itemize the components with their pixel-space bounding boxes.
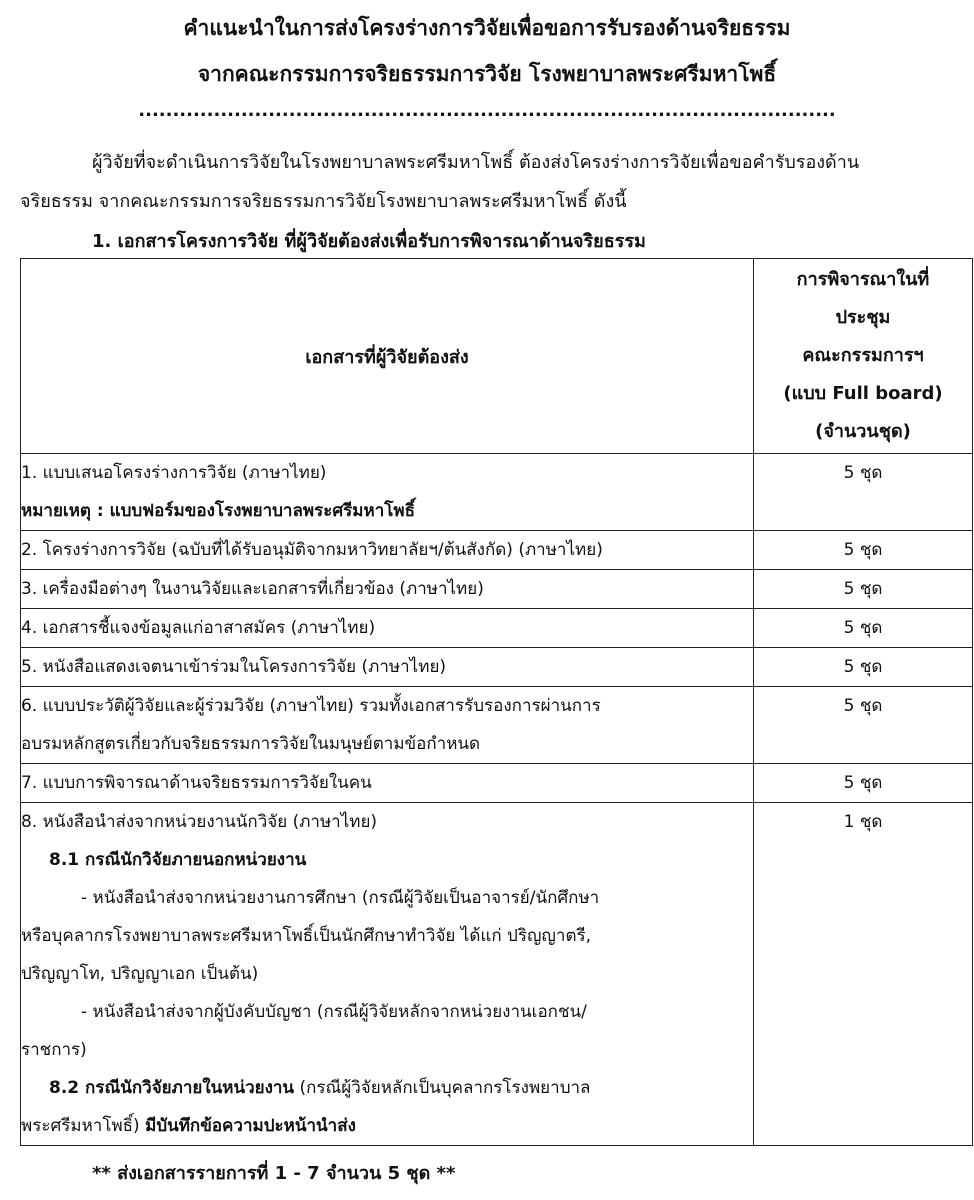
document-item-text: 5. หนังสือแสดงเจตนาเข้าร่วมในโครงการวิจัย (ภาษาไทย) <box>21 657 447 677</box>
subsection-emphasis: มีบันทึกข้อความปะหน้านำส่ง <box>145 1116 356 1136</box>
header-quantity-line: (แบบ Full board) <box>783 383 943 404</box>
subsection-line <box>21 1069 753 1107</box>
subsection-text: พระศรีมหาโพธิ์) <box>21 1116 146 1136</box>
table-row <box>21 648 973 687</box>
quantity-cell: 5 ชุด <box>754 648 973 687</box>
quantity-cell: 1 ชุด <box>754 803 973 1146</box>
quantity-cell: 5 ชุด <box>754 609 973 648</box>
table-row <box>21 531 973 570</box>
document-item-text: ปริญญาโท, ปริญญาเอก เป็นต้น) <box>21 964 259 984</box>
document-item-text: 3. เครื่องมือต่างๆ ในงานวิจัยและเอกสารที่เกี่ยวข้อง (ภาษาไทย) <box>21 579 484 599</box>
title-dotted-divider: ...................................................................................................... <box>138 100 836 121</box>
header-quantity-column <box>754 259 973 454</box>
document-cell <box>21 454 754 531</box>
section-1-heading: 1. เอกสารโครงการวิจัย ที่ผู้วิจัยต้องส่งเพื่อรับการพิจารณาด้านจริยธรรม <box>92 231 646 252</box>
subsection-line <box>21 1107 753 1145</box>
quantity-cell: 5 ชุด <box>754 687 973 764</box>
header-quantity-line: (จำนวนชุด) <box>815 421 911 442</box>
subsection-heading: 8.1 กรณีนักวิจัยภายนอกหน่วยงาน <box>49 850 307 870</box>
header-quantity-line: คณะกรรมการฯ <box>802 345 924 366</box>
table-header-row <box>21 259 973 454</box>
document-title-line-2: จากคณะกรรมการจริยธรรมการวิจัย โรงพยาบาลพระศรีมหาโพธิ์ <box>197 62 777 86</box>
document-item-text: หรือบุคลากรโรงพยาบาลพระศรีมหาโพธิ์เป็นนักศึกษาทำวิจัย ได้แก่ ปริญญาตรี, <box>21 926 592 946</box>
table-row <box>21 570 973 609</box>
document-item-text: 4. เอกสารชี้แจงข้อมูลแก่อาสาสมัคร (ภาษาไทย) <box>21 618 376 638</box>
quantity-cell: 5 ชุด <box>754 531 973 570</box>
document-item-text: ราชการ) <box>21 1040 87 1060</box>
table-row <box>21 764 973 803</box>
table-row <box>21 687 973 764</box>
document-cell <box>21 687 754 764</box>
quantity-cell: 5 ชุด <box>754 764 973 803</box>
subsection-text: (กรณีผู้วิจัยหลักเป็นบุคลากรโรงพยาบาล <box>294 1078 591 1098</box>
header-documents-column <box>21 259 754 454</box>
document-item-text: 8. หนังสือนำส่งจากหน่วยงานนักวิจัย (ภาษาไทย) <box>21 812 378 832</box>
document-cell <box>21 803 754 1146</box>
documents-table <box>20 258 973 1146</box>
document-item-text: - หนังสือนำส่งจากผู้บังคับบัญชา (กรณีผู้วิจัยหลักจากหน่วยงานเอกชน/ <box>81 1002 587 1022</box>
header-quantity-line: การพิจารณาในที่ <box>796 269 930 290</box>
document-item-text: อบรมหลักสูตรเกี่ยวกับจริยธรรมการวิจัยในมนุษย์ตามข้อกำหนด <box>21 734 481 754</box>
header-quantity-line: ประชุม <box>835 307 891 328</box>
header-documents-label: เอกสารที่ผู้วิจัยต้องส่ง <box>305 346 469 368</box>
subsection-heading: 8.2 กรณีนักวิจัยภายในหน่วยงาน <box>49 1078 295 1098</box>
document-item-text: 7. แบบการพิจารณาด้านจริยธรรมการวิจัยในคน <box>21 773 372 793</box>
table-row <box>21 454 973 531</box>
quantity-cell: 5 ชุด <box>754 570 973 609</box>
intro-paragraph-line-1: ผู้วิจัยที่จะดำเนินการวิจัยในโรงพยาบาลพระศรีมหาโพธิ์ ต้องส่งโครงร่างการวิจัยเพื่อขอคำรับรองด้าน <box>92 152 860 173</box>
document-title-line-1: คำแนะนำในการส่งโครงร่างการวิจัยเพื่อขอการรับรองด้านจริยธรรม <box>183 16 791 40</box>
table-row <box>21 803 973 1146</box>
document-cell <box>21 570 754 609</box>
document-cell <box>21 764 754 803</box>
document-cell <box>21 609 754 648</box>
intro-paragraph-line-2: จริยธรรม จากคณะกรรมการจริยธรรมการวิจัยโรงพยาบาลพระศรีมหาโพธิ์ ดังนี้ <box>20 191 627 212</box>
table-row <box>21 609 973 648</box>
quantity-cell: 5 ชุด <box>754 454 973 531</box>
document-item-note: หมายเหตุ : แบบฟอร์มของโรงพยาบาลพระศรีมหาโพธิ์ <box>21 501 415 521</box>
document-item-text: 2. โครงร่างการวิจัย (ฉบับที่ได้รับอนุมัติจากมหาวิทยาลัยฯ/ต้นสังกัด) (ภาษาไทย) <box>21 540 603 560</box>
document-cell <box>21 648 754 687</box>
document-item-text: 6. แบบประวัติผู้วิจัยและผู้ร่วมวิจัย (ภาษาไทย) รวมทั้งเอกสารรับรองการผ่านการ <box>21 696 601 716</box>
footer-note: ** ส่งเอกสารรายการที่ 1 - 7 จำนวน 5 ชุด ** <box>92 1163 456 1184</box>
document-item-text: 1. แบบเสนอโครงร่างการวิจัย (ภาษาไทย) <box>21 463 327 483</box>
document-cell <box>21 531 754 570</box>
document-item-text: - หนังสือนำส่งจากหน่วยงานการศึกษา (กรณีผู้วิจัยเป็นอาจารย์/นักศึกษา <box>81 888 600 908</box>
